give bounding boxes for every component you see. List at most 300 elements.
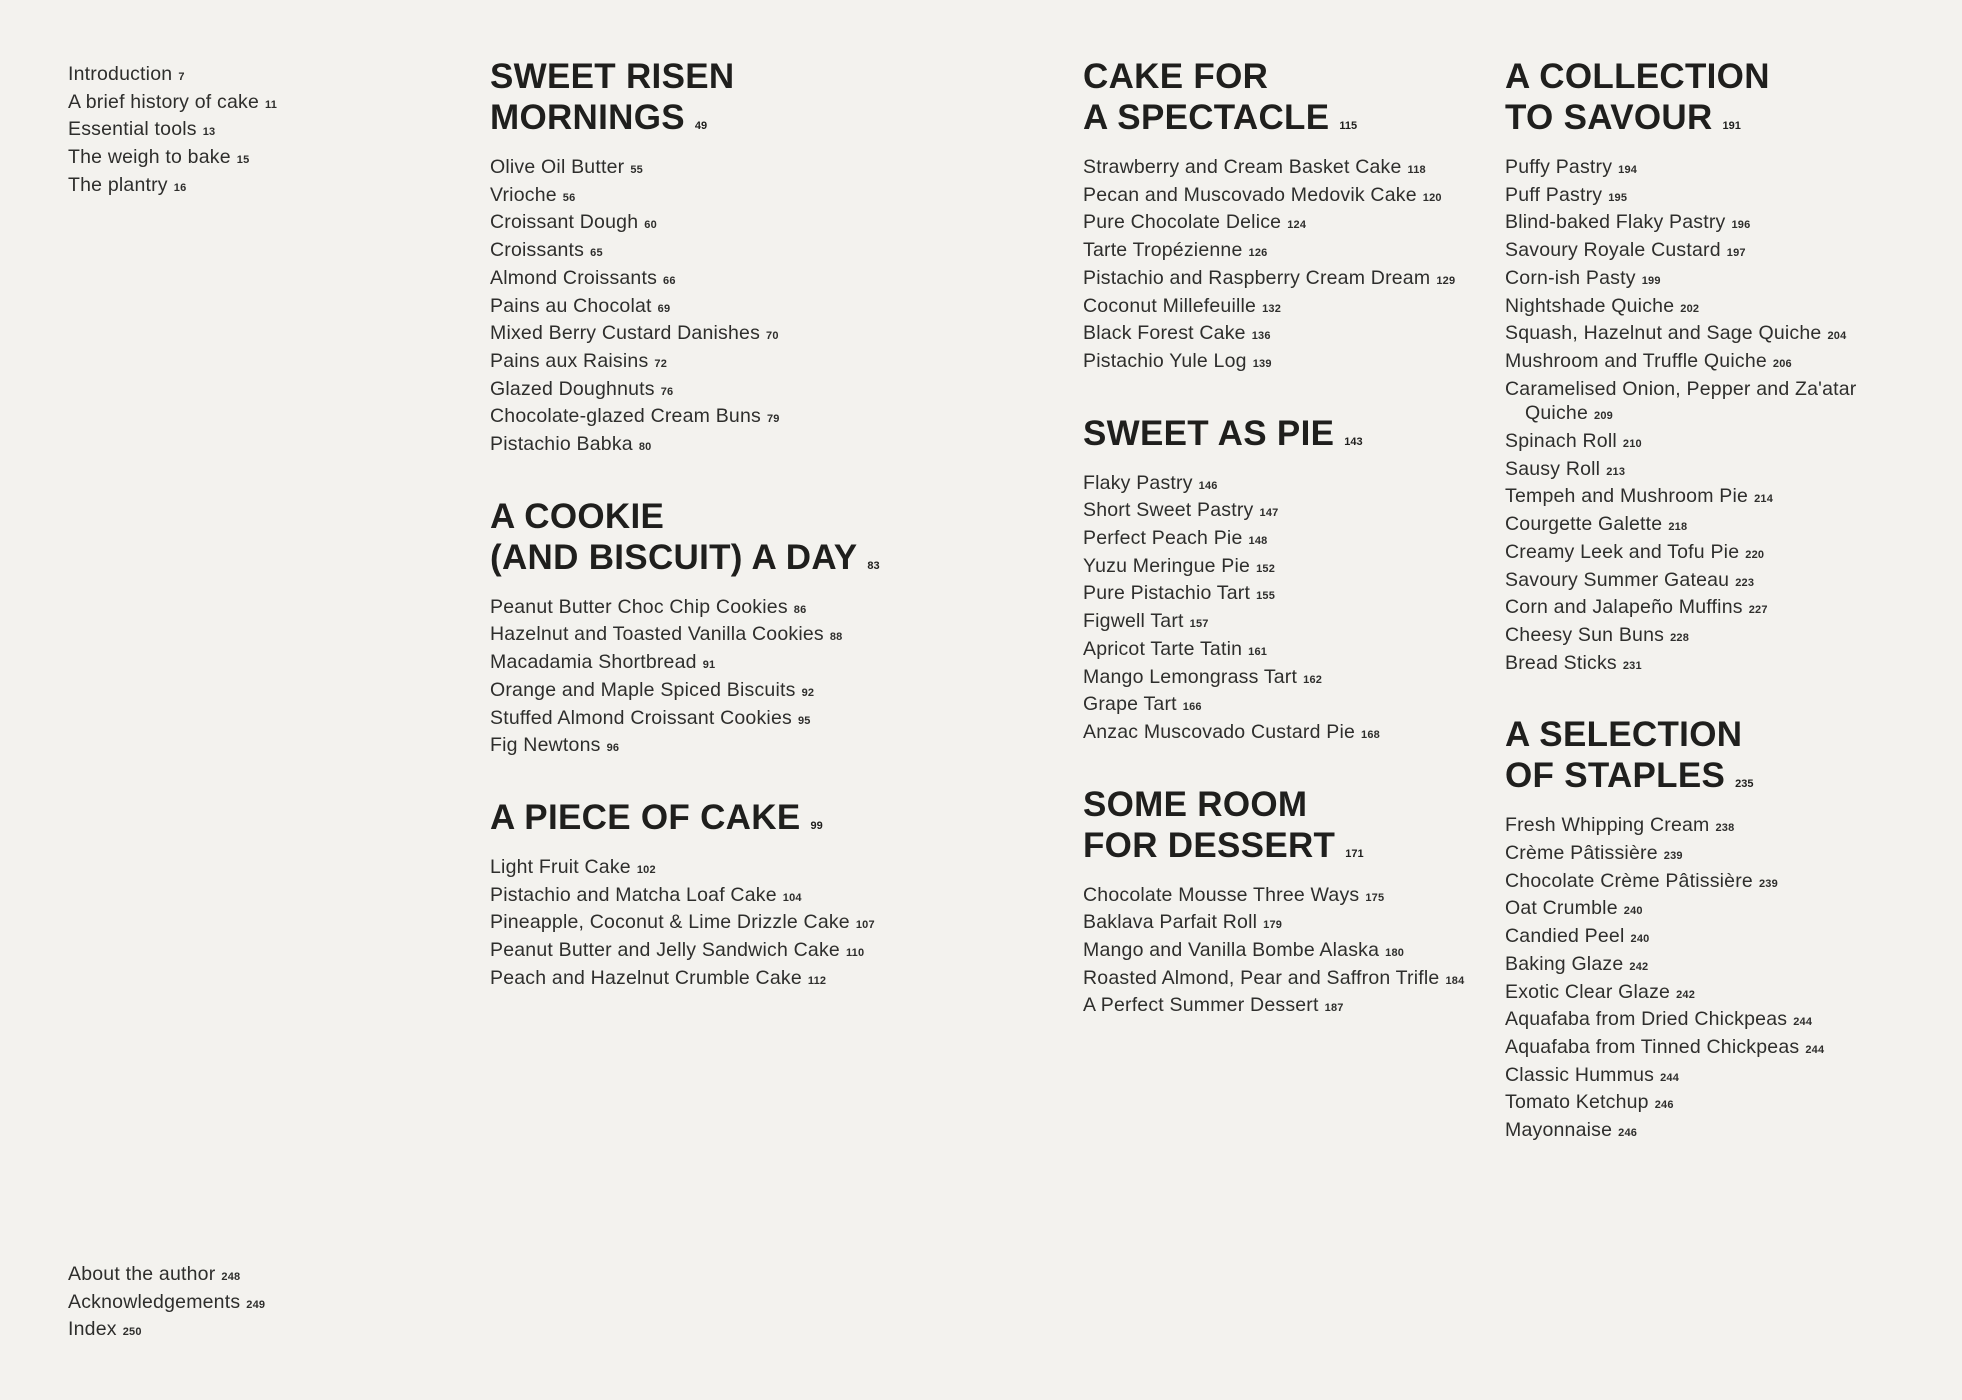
chapter-heading-text: SWEET AS PIE xyxy=(1083,413,1335,453)
entry-title: Mango Lemongrass Tart xyxy=(1083,665,1298,688)
entry-page-number: 112 xyxy=(807,974,827,987)
chapter-heading-text: OF STAPLES xyxy=(1505,756,1726,796)
toc-entry-short-sweet-pastry xyxy=(1083,498,1503,526)
toc-entry-candied-peel xyxy=(1505,924,1955,952)
toc-entry-apricot-tarte-tatin xyxy=(1083,637,1503,665)
chapter-heading-text: SWEET RISEN xyxy=(490,57,735,96)
entry-page-number: 202 xyxy=(1680,302,1700,315)
chapter-heading-text: FOR DESSERT xyxy=(1083,825,1336,865)
entry-page-number: 246 xyxy=(1618,1127,1638,1140)
entry-page-number: 66 xyxy=(663,274,676,287)
toc-entry-baklava-parfait-roll xyxy=(1083,910,1503,938)
entry-page-number: 102 xyxy=(636,863,656,876)
entry-page-number: 175 xyxy=(1365,891,1385,904)
entry-page-number: 72 xyxy=(654,357,668,370)
entry-page-number: 96 xyxy=(606,742,620,755)
toc-entry-pains-au-chocolat xyxy=(490,294,1010,322)
toc-entry-courgette-galette xyxy=(1505,512,1955,540)
toc-entry-acknowledgements xyxy=(68,1290,398,1318)
chapter-heading-line xyxy=(1083,784,1503,825)
entry-page-number: 195 xyxy=(1608,191,1628,204)
entry-page-number: 204 xyxy=(1827,330,1847,343)
entry-title: Savoury Summer Gateau xyxy=(1505,568,1730,591)
entry-page-number: 152 xyxy=(1256,562,1276,575)
entry-page-number: 220 xyxy=(1745,548,1765,561)
entry-title: Peanut Butter and Jelly Sandwich Cake xyxy=(490,939,840,962)
entry-page-number: 86 xyxy=(793,603,807,616)
entry-page-number: 7 xyxy=(178,71,185,83)
entry-title: Pecan and Muscovado Medovik Cake xyxy=(1083,183,1417,206)
entry-title: Tempeh and Mushroom Pie xyxy=(1505,485,1749,508)
chapter-heading xyxy=(1505,714,1955,805)
entry-page-number: 179 xyxy=(1263,919,1283,932)
entry-page-number: 240 xyxy=(1630,933,1650,946)
toc-entry-almond-croissants xyxy=(490,266,1010,294)
chapter-heading xyxy=(490,56,1010,147)
entry-page-number: 15 xyxy=(236,154,250,167)
chapter-heading-text: A SELECTION xyxy=(1505,715,1743,755)
entry-page-number: 132 xyxy=(1262,302,1282,315)
entry-page-number: 139 xyxy=(1252,357,1272,370)
entry-title: Corn and Jalapeño Muffins xyxy=(1505,596,1743,619)
entry-title: Light Fruit Cake xyxy=(490,855,631,878)
toc-entry-about-the-author xyxy=(68,1262,398,1290)
chapter-heading xyxy=(490,496,1010,587)
entry-title: Acknowledgements xyxy=(68,1290,241,1313)
entry-title: Olive Oil Butter xyxy=(490,156,625,178)
entry-title: Blind-baked Flaky Pastry xyxy=(1505,211,1726,234)
chapter-heading xyxy=(490,797,1010,847)
toc-entry-flaky-pastry xyxy=(1083,471,1503,499)
chapter-heading-line xyxy=(490,797,1010,847)
entry-title: Spinach Roll xyxy=(1505,430,1617,453)
entry-page-number: 146 xyxy=(1198,479,1218,492)
entry-title: Chocolate Mousse Three Ways xyxy=(1083,883,1360,906)
entry-title: A Perfect Summer Dessert xyxy=(1083,994,1319,1017)
chapter-heading-text: TO SAVOUR xyxy=(1505,98,1713,137)
toc-entry-macadamia-shortbread xyxy=(490,650,1010,678)
entry-page-number: 228 xyxy=(1670,631,1690,644)
entry-page-number: 126 xyxy=(1248,247,1268,260)
toc-entry-baking-glaze xyxy=(1505,952,1955,980)
toc-entry-peanut-butter-and-jelly-sandwich-cake xyxy=(490,938,1010,966)
chapter-section-a-collection-to-savour xyxy=(1505,56,1955,678)
chapter-heading-line xyxy=(490,537,1010,587)
entry-page-number: 13 xyxy=(202,126,216,139)
entry-page-number: 148 xyxy=(1248,535,1268,548)
entry-page-number: 166 xyxy=(1182,701,1202,714)
toc-entry-anzac-muscovado-custard-pie xyxy=(1083,720,1503,748)
toc-entry-fresh-whipping-cream xyxy=(1505,813,1955,841)
chapter-page-number: 171 xyxy=(1345,847,1364,860)
entry-page-number: 79 xyxy=(766,413,780,426)
toc-entry-a-perfect-summer-dessert xyxy=(1083,993,1503,1021)
toc-entry-perfect-peach-pie xyxy=(1083,526,1503,554)
entry-title: Pineapple, Coconut & Lime Drizzle Cake xyxy=(490,911,850,934)
toc-entry-tarte-tropezienne xyxy=(1083,238,1503,266)
entry-title: Introduction xyxy=(68,63,173,85)
entry-page-number: 16 xyxy=(173,181,187,194)
entry-page-number: 246 xyxy=(1654,1099,1674,1112)
toc-entry-pistachio-and-raspberry-cream-dream xyxy=(1083,266,1503,294)
toc-entry-squash-hazelnut-and-sage-quiche xyxy=(1505,321,1955,349)
entry-title: Squash, Hazelnut and Sage Quiche xyxy=(1505,322,1822,345)
entry-page-number: 120 xyxy=(1422,191,1442,204)
toc-entry-creme-patissiere xyxy=(1505,841,1955,869)
entry-page-number: 60 xyxy=(644,219,657,232)
entry-page-number: 244 xyxy=(1805,1043,1825,1056)
entry-page-number: 240 xyxy=(1623,905,1643,918)
toc-entry-strawberry-and-cream-basket-cake xyxy=(1083,155,1503,183)
entry-title: Pistachio Babka xyxy=(490,433,633,456)
entry-title: The plantry xyxy=(68,173,168,196)
entry-title: Pure Pistachio Tart xyxy=(1083,582,1251,605)
entry-title: Pains au Chocolat xyxy=(490,294,652,317)
entry-page-number: 124 xyxy=(1287,219,1307,232)
chapter-heading xyxy=(1505,56,1955,147)
chapter-page-number: 83 xyxy=(867,559,880,572)
entry-title: Cheesy Sun Buns xyxy=(1505,623,1665,646)
toc-entry-index xyxy=(68,1317,398,1345)
entry-title: Chocolate-glazed Cream Buns xyxy=(490,405,761,428)
toc-entry-stuffed-almond-croissant-cookies xyxy=(490,706,1010,734)
entry-page-number: 110 xyxy=(845,947,865,960)
toc-entry-glazed-doughnuts xyxy=(490,377,1010,405)
entry-title: Apricot Tarte Tatin xyxy=(1083,637,1243,660)
toc-entry-pecan-and-muscovado-medovik-cake xyxy=(1083,183,1503,211)
entry-page-number: 129 xyxy=(1436,274,1456,287)
chapter-heading xyxy=(1083,413,1503,463)
toc-entry-corn-and-jalapeno-muffins xyxy=(1505,595,1955,623)
entry-title: Hazelnut and Toasted Vanilla Cookies xyxy=(490,623,824,646)
entry-title: Croissant Dough xyxy=(490,211,639,234)
toc-entry-introduction xyxy=(68,62,398,90)
entry-page-number: 197 xyxy=(1726,247,1746,260)
toc-entry-nightshade-quiche xyxy=(1505,294,1955,322)
entry-title: Roasted Almond, Pear and Saffron Trifle xyxy=(1083,966,1440,989)
chapter-heading-line xyxy=(1505,97,1955,147)
entry-title: Sausy Roll xyxy=(1505,457,1601,480)
entry-title: Coconut Millefeuille xyxy=(1083,294,1257,317)
entry-page-number: 249 xyxy=(246,1298,266,1311)
entry-title: Index xyxy=(68,1318,117,1341)
toc-entry-pure-pistachio-tart xyxy=(1083,581,1503,609)
toc-entry-yuzu-meringue-pie xyxy=(1083,554,1503,582)
entry-title: Nightshade Quiche xyxy=(1505,294,1675,317)
entry-page-number: 227 xyxy=(1748,604,1768,617)
entry-title: Mango and Vanilla Bombe Alaska xyxy=(1083,939,1380,962)
entry-page-number: 161 xyxy=(1248,645,1268,658)
chapter-heading-line xyxy=(1505,755,1955,805)
entry-page-number: 95 xyxy=(797,714,811,727)
entry-page-number: 104 xyxy=(782,891,802,904)
toc-entry-tempeh-and-mushroom-pie xyxy=(1505,484,1955,512)
entry-page-number: 210 xyxy=(1622,438,1642,451)
toc-entry-grape-tart xyxy=(1083,692,1503,720)
entry-title: Flaky Pastry xyxy=(1083,471,1193,494)
chapter-section-a-piece-of-cake xyxy=(490,797,1010,994)
chapter-section-a-cookie-and-biscuit-a-day xyxy=(490,496,1010,761)
entry-title: Aquafaba from Tinned Chickpeas xyxy=(1505,1035,1800,1058)
entry-page-number: 213 xyxy=(1606,465,1626,478)
toc-entry-black-forest-cake xyxy=(1083,321,1503,349)
chapter-heading-line xyxy=(1505,714,1955,755)
entry-page-number: 223 xyxy=(1735,576,1755,589)
toc-entry-olive-oil-butter xyxy=(490,155,1010,183)
chapter-page-number: 99 xyxy=(810,819,823,832)
entry-title: Candied Peel xyxy=(1505,925,1625,948)
entry-title: Mushroom and Truffle Quiche xyxy=(1505,349,1767,372)
chapter-heading xyxy=(1083,784,1503,875)
entry-page-number: 242 xyxy=(1629,960,1649,973)
entry-page-number: 155 xyxy=(1256,590,1276,603)
toc-entry-chocolate-mousse-three-ways xyxy=(1083,883,1503,911)
entry-title: About the author xyxy=(68,1263,216,1285)
entry-page-number: 80 xyxy=(638,441,652,454)
toc-entry-puff-pastry xyxy=(1505,183,1955,211)
toc-entry-blind-baked-flaky-pastry xyxy=(1505,210,1955,238)
chapter-page-number: 115 xyxy=(1339,120,1358,132)
entry-title: Essential tools xyxy=(68,118,197,141)
entry-title: Short Sweet Pastry xyxy=(1083,499,1254,522)
entry-title: Classic Hummus xyxy=(1505,1063,1655,1086)
front-matter-list xyxy=(68,62,398,201)
entry-page-number: 214 xyxy=(1754,493,1774,506)
entry-page-number: 187 xyxy=(1324,1002,1344,1015)
entry-title: Puffy Pastry xyxy=(1505,156,1613,178)
entry-title: Yuzu Meringue Pie xyxy=(1083,554,1251,577)
chapter-heading-text: A COOKIE xyxy=(490,496,665,536)
entry-title: Peach and Hazelnut Crumble Cake xyxy=(490,966,802,989)
entry-page-number: 239 xyxy=(1663,850,1683,863)
entry-title: Tomato Ketchup xyxy=(1505,1091,1649,1114)
entry-title: Peanut Butter Choc Chip Cookies xyxy=(490,595,788,618)
entry-title: Anzac Muscovado Custard Pie xyxy=(1083,720,1356,743)
entry-title: Chocolate Crème Pâtissière xyxy=(1505,869,1753,892)
entry-page-number: 92 xyxy=(801,686,815,699)
entry-title: Pistachio and Raspberry Cream Dream xyxy=(1083,266,1431,289)
entry-title: The weigh to bake xyxy=(68,146,231,169)
entry-page-number: 168 xyxy=(1361,728,1380,741)
entry-title: Almond Croissants xyxy=(490,266,658,289)
toc-entry-exotic-clear-glaze xyxy=(1505,980,1955,1008)
entry-page-number: 184 xyxy=(1445,974,1465,987)
chapter-heading-line xyxy=(1083,97,1503,147)
toc-entry-pistachio-and-matcha-loaf-cake xyxy=(490,883,1010,911)
chapter-heading-text: A SPECTACLE xyxy=(1083,98,1330,137)
toc-entry-light-fruit-cake xyxy=(490,855,1010,883)
entry-title: Caramelised Onion, Pepper and Za'atar Quiche xyxy=(1505,377,1857,425)
entry-title: Croissants xyxy=(490,239,585,262)
entry-title: Tarte Tropézienne xyxy=(1083,239,1243,262)
toc-entry-chocolate-creme-patissiere xyxy=(1505,869,1955,897)
toc-entry-caramelised-onion-pepper-and-za-atar-quiche xyxy=(1505,377,1925,429)
chapter-heading-line xyxy=(490,496,1010,537)
toc-entry-cheesy-sun-buns xyxy=(1505,623,1955,651)
toc-entry-the-plantry xyxy=(68,173,398,201)
toc-entry-orange-and-maple-spiced-biscuits xyxy=(490,678,1010,706)
chapter-heading-line xyxy=(1083,56,1503,97)
entry-title: Puff Pastry xyxy=(1505,183,1603,206)
chapter-page-number: 49 xyxy=(694,120,708,132)
toc-entry-coconut-millefeuille xyxy=(1083,294,1503,322)
chapter-page-number: 191 xyxy=(1722,120,1741,132)
toc-entry-peach-and-hazelnut-crumble-cake xyxy=(490,966,1010,994)
chapter-heading-text: MORNINGS xyxy=(490,98,685,137)
chapter-page-number: 235 xyxy=(1735,778,1754,791)
toc-entry-pains-aux-raisins xyxy=(490,349,1010,377)
back-matter-list xyxy=(68,1262,398,1345)
entry-page-number: 231 xyxy=(1622,659,1642,672)
toc-entry-oat-crumble xyxy=(1505,896,1955,924)
toc-entry-puffy-pastry xyxy=(1505,155,1955,183)
entry-page-number: 91 xyxy=(702,659,716,672)
entry-title: Baklava Parfait Roll xyxy=(1083,911,1258,934)
toc-entry-roasted-almond-pear-and-saffron-trifle xyxy=(1083,966,1503,994)
entry-title: Macadamia Shortbread xyxy=(490,651,697,674)
entry-title: Crème Pâtissière xyxy=(1505,842,1658,865)
entry-title: Fresh Whipping Cream xyxy=(1505,814,1710,837)
chapter-heading-line xyxy=(1505,56,1955,97)
toc-entry-aquafaba-from-dried-chickpeas xyxy=(1505,1007,1955,1035)
entry-page-number: 206 xyxy=(1772,357,1792,370)
entry-title: Pistachio and Matcha Loaf Cake xyxy=(490,883,777,906)
entry-title: Fig Newtons xyxy=(490,734,601,757)
toc-entry-creamy-leek-and-tofu-pie xyxy=(1505,540,1955,568)
chapter-heading-line xyxy=(490,56,1010,97)
toc-entry-fig-newtons xyxy=(490,733,1010,761)
entry-title: Perfect Peach Pie xyxy=(1083,527,1243,550)
entry-title: Pistachio Yule Log xyxy=(1083,349,1247,372)
chapter-page-number: 143 xyxy=(1344,435,1363,448)
toc-entry-tomato-ketchup xyxy=(1505,1090,1955,1118)
toc-column-3 xyxy=(1505,56,1955,1182)
entry-page-number: 88 xyxy=(829,631,843,644)
toc-entry-corn-ish-pasty xyxy=(1505,266,1955,294)
toc-entry-figwell-tart xyxy=(1083,609,1503,637)
entry-title: Pure Chocolate Delice xyxy=(1083,211,1282,234)
entry-page-number: 147 xyxy=(1259,507,1279,520)
toc-column-2 xyxy=(1083,56,1503,1057)
entry-page-number: 180 xyxy=(1385,947,1405,960)
entry-page-number: 196 xyxy=(1731,219,1751,232)
toc-entry-croissants xyxy=(490,238,1010,266)
entry-page-number: 239 xyxy=(1758,877,1778,890)
chapter-section-cake-for-a-spectacle xyxy=(1083,56,1503,377)
toc-entry-pineapple-coconut-lime-drizzle-cake xyxy=(490,910,1010,938)
chapter-heading-line xyxy=(1083,413,1503,463)
toc-entry-a-brief-history-of-cake xyxy=(68,90,398,118)
toc-entry-mayonnaise xyxy=(1505,1118,1955,1146)
entry-page-number: 162 xyxy=(1303,673,1323,686)
entry-page-number: 56 xyxy=(562,191,576,204)
entry-title: Figwell Tart xyxy=(1083,610,1184,633)
chapter-heading-text: SOME ROOM xyxy=(1083,784,1308,824)
toc-entry-mango-and-vanilla-bombe-alaska xyxy=(1083,938,1503,966)
toc-entry-the-weigh-to-bake xyxy=(68,145,398,173)
chapter-section-a-selection-of-staples xyxy=(1505,714,1955,1145)
toc-entry-croissant-dough xyxy=(490,210,1010,238)
chapter-heading-text: (AND BISCUIT) A DAY xyxy=(490,537,858,577)
toc-entry-essential-tools xyxy=(68,117,398,145)
entry-title: Black Forest Cake xyxy=(1083,322,1246,345)
chapter-section-sweet-as-pie xyxy=(1083,413,1503,748)
entry-title: Aquafaba from Dried Chickpeas xyxy=(1505,1008,1788,1031)
entry-page-number: 248 xyxy=(221,1271,241,1283)
toc-entry-savoury-summer-gateau xyxy=(1505,568,1955,596)
entry-page-number: 11 xyxy=(265,98,278,111)
entry-page-number: 69 xyxy=(657,302,671,315)
entry-page-number: 199 xyxy=(1641,274,1661,287)
toc-entry-mixed-berry-custard-danishes xyxy=(490,321,1010,349)
toc-entry-classic-hummus xyxy=(1505,1063,1955,1091)
entry-page-number: 242 xyxy=(1676,988,1696,1001)
toc-entry-bread-sticks xyxy=(1505,651,1955,679)
chapter-section-some-room-for-dessert xyxy=(1083,784,1503,1022)
chapter-heading-text: CAKE FOR xyxy=(1083,57,1269,96)
toc-entry-aquafaba-from-tinned-chickpeas xyxy=(1505,1035,1955,1063)
entry-page-number: 250 xyxy=(122,1326,142,1339)
entry-page-number: 107 xyxy=(855,919,875,932)
entry-title: Pains aux Raisins xyxy=(490,349,649,372)
toc-entry-savoury-royale-custard xyxy=(1505,238,1955,266)
chapter-heading-text: A PIECE OF CAKE xyxy=(490,797,801,837)
entry-page-number: 209 xyxy=(1594,410,1613,423)
entry-title: Strawberry and Cream Basket Cake xyxy=(1083,156,1402,178)
entry-title: Corn-ish Pasty xyxy=(1505,266,1636,289)
entry-title: Courgette Galette xyxy=(1505,513,1663,536)
entry-page-number: 238 xyxy=(1715,822,1735,835)
toc-entry-sausy-roll xyxy=(1505,457,1955,485)
toc-column-1 xyxy=(490,56,1010,1029)
toc-entry-chocolate-glazed-cream-buns xyxy=(490,404,1010,432)
entry-title: Baking Glaze xyxy=(1505,952,1624,975)
chapter-heading xyxy=(1083,56,1503,147)
entry-page-number: 55 xyxy=(630,164,643,176)
entry-page-number: 118 xyxy=(1407,164,1426,176)
toc-entry-vrioche xyxy=(490,183,1010,211)
entry-page-number: 218 xyxy=(1668,521,1688,534)
entry-title: Savoury Royale Custard xyxy=(1505,239,1721,262)
entry-title: Bread Sticks xyxy=(1505,651,1617,674)
entry-page-number: 70 xyxy=(766,330,779,343)
entry-title: Oat Crumble xyxy=(1505,897,1618,920)
entry-page-number: 157 xyxy=(1189,618,1209,631)
entry-title: Mixed Berry Custard Danishes xyxy=(490,322,761,345)
entry-title: A brief history of cake xyxy=(68,90,260,113)
chapter-section-sweet-risen-mornings xyxy=(490,56,1010,460)
toc-entry-mango-lemongrass-tart xyxy=(1083,665,1503,693)
toc-entry-mushroom-and-truffle-quiche xyxy=(1505,349,1955,377)
entry-title: Grape Tart xyxy=(1083,693,1177,716)
entry-title: Vrioche xyxy=(490,183,557,206)
entry-title: Stuffed Almond Croissant Cookies xyxy=(490,706,792,729)
entry-title: Orange and Maple Spiced Biscuits xyxy=(490,678,796,701)
entry-page-number: 194 xyxy=(1618,164,1638,176)
chapter-heading-line xyxy=(490,97,1010,147)
entry-page-number: 244 xyxy=(1660,1071,1680,1084)
toc-entry-pistachio-babka xyxy=(490,432,1010,460)
entry-title: Mayonnaise xyxy=(1505,1119,1613,1142)
toc-entry-hazelnut-and-toasted-vanilla-cookies xyxy=(490,622,1010,650)
toc-entry-spinach-roll xyxy=(1505,429,1955,457)
toc-entry-peanut-butter-choc-chip-cookies xyxy=(490,595,1010,623)
entry-page-number: 76 xyxy=(660,385,674,398)
chapter-heading-text: A COLLECTION xyxy=(1505,57,1770,96)
chapter-heading-line xyxy=(1083,825,1503,875)
entry-title: Glazed Doughnuts xyxy=(490,377,655,400)
entry-title: Exotic Clear Glaze xyxy=(1505,980,1671,1003)
